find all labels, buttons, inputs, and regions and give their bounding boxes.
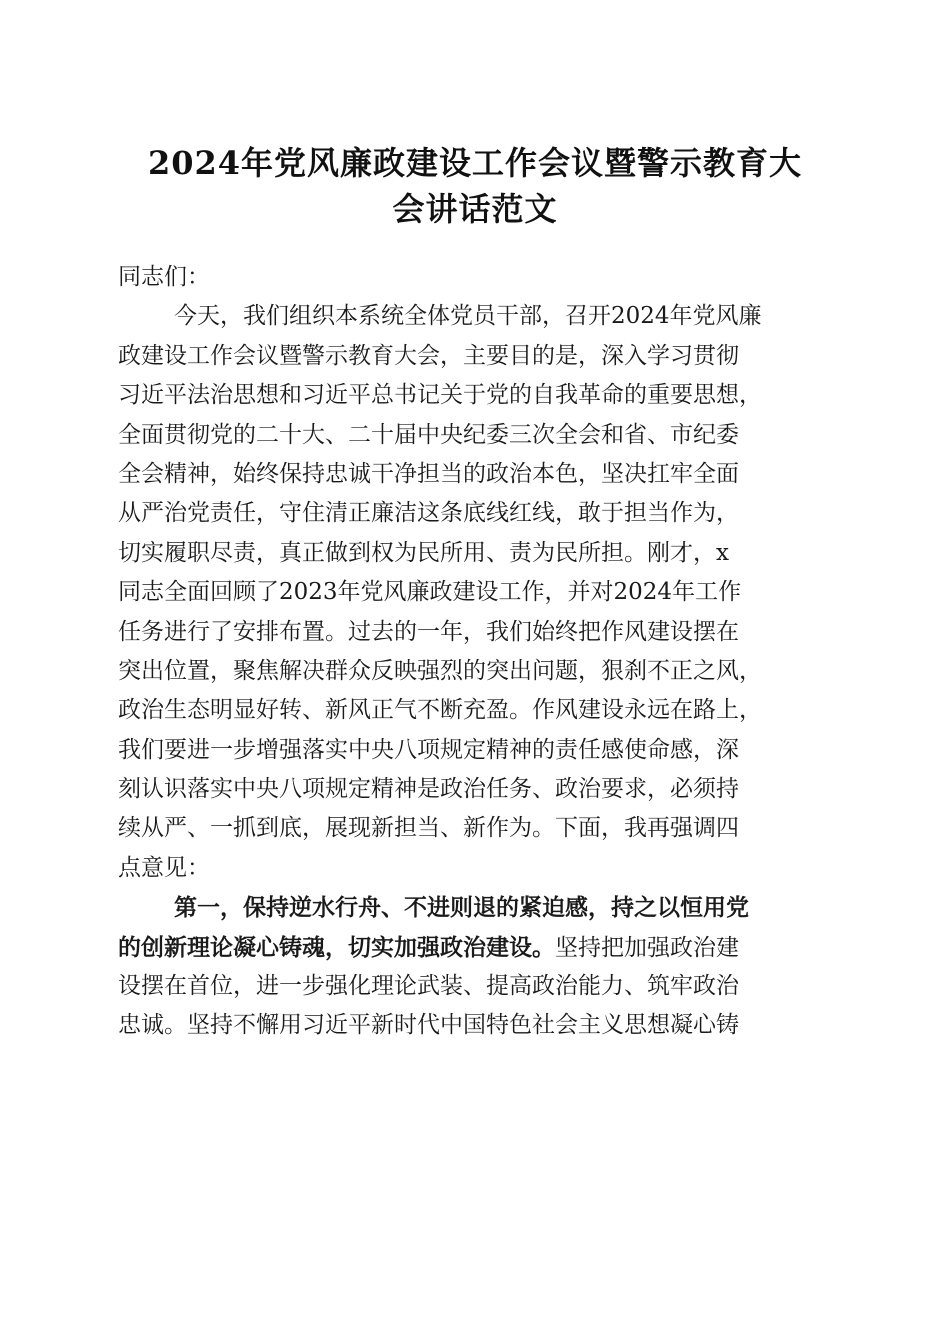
paragraph-2: [118, 888, 836, 1046]
paragraph-line: 今天，我们组织本系统全体党员干部，召开2024年党风廉: [174, 303, 762, 330]
paragraph-line: 点意见：: [118, 854, 210, 881]
document-title: [100, 140, 850, 232]
paragraph-line: 刻认识落实中央八项规定精神是政治任务、政治要求，必须持: [118, 776, 739, 803]
paragraph-line: 突出位置，聚焦解决群众反映强烈的突出问题，狠刹不正之风，: [118, 657, 762, 684]
paragraph-line: 同志全面回顾了2023年党风廉政建设工作，并对2024年工作: [118, 579, 742, 606]
paragraph-line: 习近平法治思想和习近平总书记关于党的自我革命的重要思想，: [118, 382, 762, 409]
paragraph-line: 切实履职尽责，真正做到权为民所用、责为民所担。刚才，x: [118, 539, 729, 566]
document-body: [118, 258, 836, 1046]
title-line-2: 会讲话范文: [392, 190, 558, 228]
paragraph-line: 全面贯彻党的二十大、二十届中央纪委三次全会和省、市纪委: [118, 421, 739, 448]
paragraph-line: 续从严、一抓到底，展现新担当、新作为。下面，我再强调四: [118, 815, 739, 842]
paragraph-line: 忠诚。坚持不懈用习近平新时代中国特色社会主义思想凝心铸: [118, 1012, 739, 1039]
heading-line: 第一，保持逆水行舟、不进则退的紧迫感，持之以恒用党: [174, 894, 749, 922]
paragraph-line-tail: 坚持把加强政治建: [555, 934, 739, 961]
paragraph-line: 我们要进一步增强落实中央八项规定精神的责任感使命感，深: [118, 736, 739, 763]
paragraph-line: 政治生态明显好转、新风正气不断充盈。作风建设永远在路上，: [118, 697, 762, 724]
title-line-1: 2024年党风廉政建设工作会议暨警示教育大: [147, 144, 803, 182]
paragraph-1: [118, 297, 836, 888]
paragraph-line: 政建设工作会议暨警示教育大会，主要目的是，深入学习贯彻: [118, 342, 739, 369]
paragraph-line: 设摆在首位，进一步强化理论武装、提高政治能力、筑牢政治: [118, 973, 739, 1000]
mixed-line: [118, 928, 836, 967]
salutation: 同志们：: [118, 264, 210, 290]
heading-line-tail: 的创新理论凝心铸魂，切实加强政治建设。: [118, 933, 555, 961]
paragraph-line: 从严治党责任，守住清正廉洁这条底线红线，敢于担当作为，: [118, 500, 739, 527]
paragraph-line: 任务进行了安排布置。过去的一年，我们始终把作风建设摆在: [118, 618, 739, 645]
paragraph-line: 全会精神，始终保持忠诚干净担当的政治本色，坚决扛牢全面: [118, 460, 739, 487]
